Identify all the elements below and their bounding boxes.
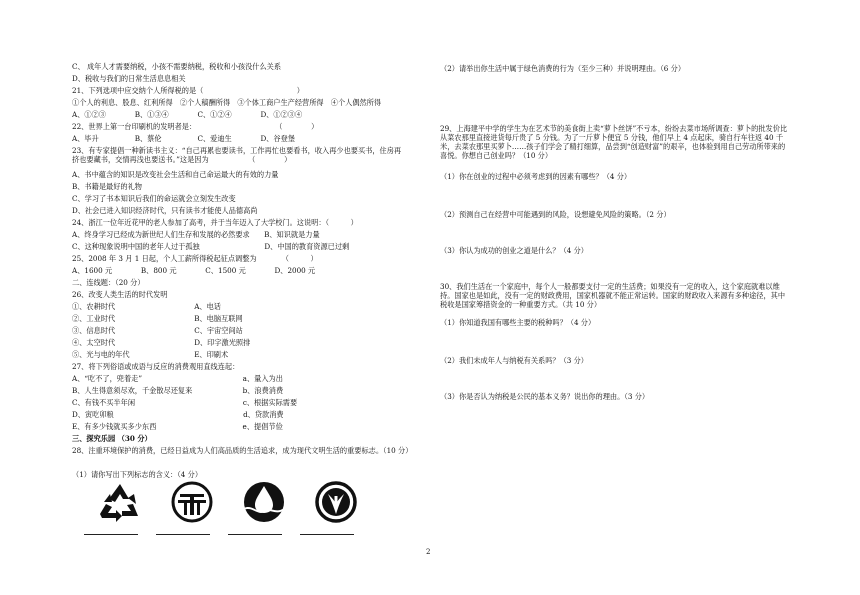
text-line: ②、工业时代 B、电脑互联网: [72, 314, 243, 323]
text-line: 30、我们生活在一个家庭中，每个人一般都要支付一定的生活费；如果没有一定的收入，这个家庭就难以维持。国家也是如此，没有一定的财政费用，国家机器就不能正常运转。国家的财政收入来源有多种途径，其中税收是国家筹措资金的一种重要方式。（共 10 分）: [440, 282, 786, 309]
text-line: ①个人的利息、股息、红利所得 ②个人稿酬所得 ③个体工商户生产经营所得 ④个人偶然所得: [72, 98, 382, 107]
text-line: 28、注重环境保护的消费，已经日益成为人们高品质的生活追求，成为现代文明生活的重要标志。（10 分）: [72, 446, 413, 455]
text-line: C、学习了书本知识后我们的命运就会立刻发生改变: [72, 194, 236, 203]
answer-blank[interactable]: [156, 534, 210, 535]
text-line: D、社会已进入知识经济时代，只有读书才能使人品德高尚: [72, 206, 258, 215]
text-line: 27、将下列俗语或成语与反应的消费观用直线连起：: [72, 362, 240, 371]
text-line: 26、改变人类生活的时代发明: [72, 290, 168, 299]
text-line: A、①②③ B、①③④ C、①②④ D、①②③④: [72, 110, 303, 119]
text-line: （1）你在创业的过程中必须考虑到的因素有哪些？（4 分）: [440, 172, 632, 181]
text-line: A、终身学习已经成为新世纪人们生存和发展的必然要求 B、知识就是力量: [72, 230, 320, 239]
text-line: C、这种现象说明中国的老年人过于孤独 D、中国的教育资源已过剩: [72, 242, 350, 251]
text-line: C、 成年人才需要纳税，小孩不需要纳税，税收和小孩没什么关系: [72, 62, 282, 71]
text-line: 22、世界上第一台印刷机的发明者是： （ ）: [72, 122, 319, 131]
text-line: B、书籍是最好的礼物: [72, 182, 142, 191]
text-line: （3）你认为成功的创业之道是什么？（4 分）: [440, 246, 588, 255]
green-food-icon: [314, 480, 358, 524]
section-heading: 二、连线题：（20 分）: [72, 278, 145, 287]
section-heading: 三、探究乐园 （30 分）: [72, 434, 152, 443]
text-line: D、寅吃卯粮 d、贷款消费: [72, 410, 284, 419]
text-line: E、有多少钱就买多少东西 e、提倡节俭: [72, 422, 283, 431]
text-line: 29、上海建平中学的学生为在艺术节的美食街上卖“萝卜丝饼”不亏本，纷纷去菜市场所调查：萝卜的批发价比从菜农那里直接进货每斤贵了 5 分钱。为了一斤萝卜便宜 5 分钱，他们早上 4 点起床，骑自行车往返 40 千米，去菜农那里买萝卜……孩子们学会了精打细算，品尝到“创造财富”的艰辛，也体验到用自己劳动所带来的喜悦。你想自己创业吗？（10 分）: [440, 124, 788, 160]
text-line: C、有钱不买半年闲 c、根据实际需要: [72, 398, 298, 407]
text-line: A、“吃不了，兜着走” a、量入为出: [72, 374, 283, 383]
text-line: ④、太空时代 D、印字激光照排: [72, 338, 251, 347]
answer-blank[interactable]: [84, 534, 138, 535]
recycle-icon: [98, 480, 142, 524]
answer-blank[interactable]: [300, 534, 354, 535]
hexagon-logo-icon: [170, 480, 214, 524]
answer-blank[interactable]: [228, 534, 282, 535]
text-line: 25、2008 年 3 月 1 日起，个人工薪所得税起征点调整为 （ ）: [72, 254, 318, 263]
text-line: 21、下列选项中应交纳个人所得税的是（ ）: [72, 86, 304, 95]
page-number: 2: [426, 548, 431, 556]
text-line: A、1600 元 B、800 元 C、1500 元 D、2000 元: [72, 266, 316, 275]
text-line: B、人生得意须尽欢，千金散尽还复来 b、浪费消费: [72, 386, 284, 395]
text-line: D、税收与我们的日常生活息息相关: [72, 74, 186, 83]
logo-icons-row: [84, 480, 384, 540]
text-line: 23、有专家提倡一种新读书主义：“自己再累也要读书，工作再忙也要看书，收入再少也要买书，住房再挤也要藏书，交情再浅也要送书。”这是因为 （ ）: [72, 146, 402, 164]
water-saving-icon: [242, 480, 286, 524]
text-line: 24、浙江一位年近花甲的老人参加了高考，并于当年迈入了大学校门。这说明：（ ）: [72, 218, 358, 227]
text-line: ③、信息时代 C、宇宙空间站: [72, 326, 243, 335]
text-line: （2）预测自己在经营中可能遇到的风险，设想避免风险的策略。（2 分）: [440, 210, 671, 219]
text-line: （3）你是否认为纳税是公民的基本义务？说出你的理由。（3 分）: [440, 392, 650, 401]
text-line: A、书中蕴含的知识是改变社会生活和自己命运最大的有效的力量: [72, 170, 279, 179]
text-line: （1）你知道我国有哪些主要的税种吗？（4 分）: [440, 318, 596, 327]
text-line: （1）请你写出下列标志的含义：（4 分）: [72, 470, 203, 479]
text-line: A、毕升 B、蔡伦 C、爱迪生 D、谷登堡: [72, 134, 295, 143]
text-line: （2）请举出你生活中属于绿色消费的行为（至少三种）并说明理由。（6 分）: [440, 64, 686, 73]
text-line: ⑤、光与电的年代 E、印刷术: [72, 350, 229, 359]
text-line: （2）我们未成年人与纳税有关系吗？（3 分）: [440, 356, 588, 365]
text-line: ①、农耕时代 A、电话: [72, 302, 221, 311]
